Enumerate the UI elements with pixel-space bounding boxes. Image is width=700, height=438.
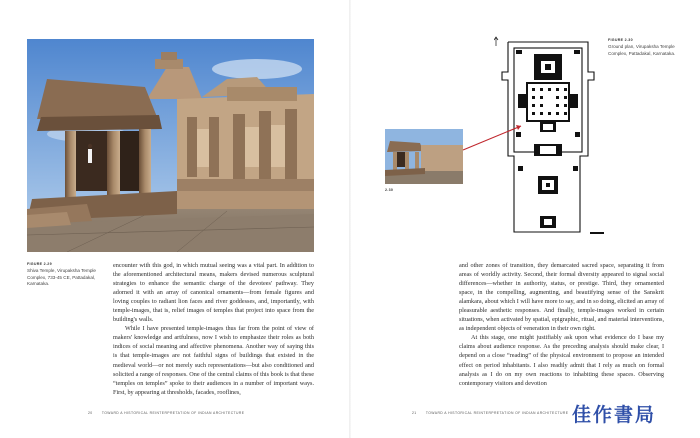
caption-line: Complex, 733-45 CE, Pattadakal,: [27, 274, 96, 280]
caption-line: Complex, Pattadakal, Karnataka.: [608, 50, 676, 56]
figure-2-30-caption: [608, 44, 675, 57]
body-paragraph: At this stage, one might justifiably ask upon what evidence do I base my claims about audience response. As the preceding analysis should make clear, I depend on a close “reading” of the physical environment to propose an intended effect on period inhabitants. I also readily admit that I rely as much on formal analysis as I do on my own reactions to inhabiting these spaces. Observing contemporary visitors and devotion: [459, 334, 664, 387]
right-folio: [412, 411, 568, 415]
figure-2-30-label: FIGURE 2.30: [608, 38, 633, 42]
temple-photo-thumbnail: [385, 129, 463, 184]
figure-2-29-caption: [27, 268, 96, 288]
ground-plan-figure: [494, 36, 606, 240]
right-page-body: [459, 261, 664, 388]
page-number: 21: [412, 411, 417, 415]
caption-line: Ground plan, Virupaksha Temple: [608, 44, 675, 49]
body-paragraph: encounter with this god, in which mutual seeing was a vital part. In addition to the aforementioned architectural means, makers devised numerous sculptural strategies to enhance the semantic charge of the devotees' pathway. They adorned it with an array of canonical ornaments—from female figures and loving couples to radiant lion faces and river goddesses, and, importantly, with temple-images, that is, relief images of temples that project into space from the building's walls.: [113, 262, 314, 324]
caption-line: Shiva Temple, Virupaksha Temple: [27, 268, 96, 273]
body-paragraph: and other zones of transition, they demarcated sacred space, separating it from areas of worldly activity. Second, their formal diversity appeared to signal social differences—whether in authority, status, or prestige. Third, they ornamented space, in the compelling, augmenting, and beautifying sense of the Sanskrit alamkara, about which I will have more to say, and in so doing, elicited an array of pleasurable aesthetic responses. And finally, temple-images worked in certain situations, when activated by spatial, epigraphic, ritual, and material interventions, as independent objects of veneration in their own right.: [459, 262, 664, 333]
page-number: 20: [88, 411, 93, 415]
gutter-shadow: [349, 0, 351, 438]
left-page-body: [113, 261, 314, 397]
figure-2-29-label: FIGURE 2.29: [27, 262, 52, 266]
watermark-logo: 佳作書局: [572, 404, 657, 426]
running-head: TOWARD A HISTORICAL REINTERPRETATION OF INDIAN ARCHITECTURE: [101, 411, 245, 415]
body-paragraph: While I have presented temple-images thus far from the point of view of makers' knowledge and artfulness, now I wish to emphasize their roles as both indices of social meaning and affective phenomena. Another way of saying this is that temple-images are not faithful signs of buildings that existed in the medieval world—or not merely such representations—but also conditioned and solicited a range of responses. One of the central claims of this book is that these “temples on temples” spoke to their audiences in a number of important ways. First, by appearing at thresholds, facades, rooflines,: [113, 325, 314, 396]
left-folio: [88, 411, 244, 415]
small-figure-label: 2.30: [385, 188, 394, 192]
running-head: TOWARD A HISTORICAL REINTERPRETATION OF INDIAN ARCHITECTURE: [425, 411, 569, 415]
caption-line: Karnataka.: [27, 281, 50, 287]
temple-photo: [27, 39, 314, 252]
